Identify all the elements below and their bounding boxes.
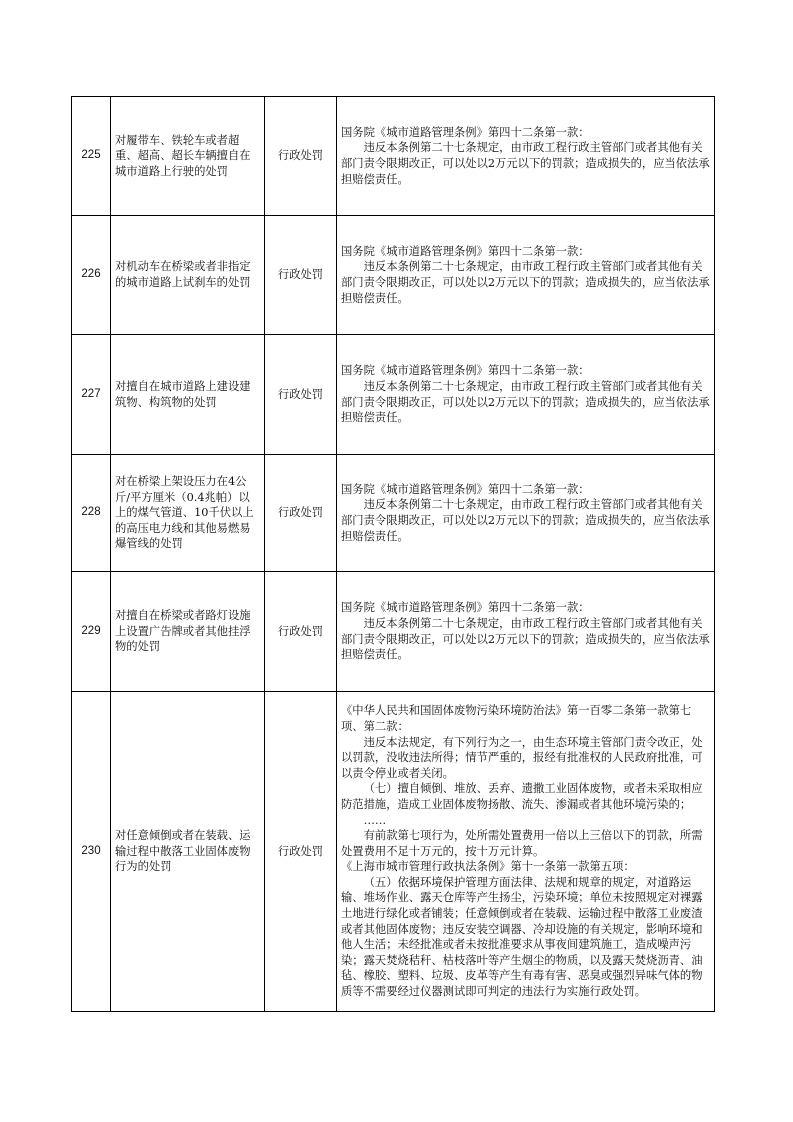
item-name: 对擅自在桥梁或者路灯设施上设置广告牌或者其他挂浮物的处罚 [111, 572, 265, 692]
item-type: 行政处罚 [265, 335, 337, 455]
legal-basis [337, 572, 715, 692]
legal-basis [337, 692, 715, 1012]
basis-line: 违反本条例第二十七条规定，由市政工程行政主管部门或者其他有关部门责令限期改正，可以处以2万元以下的罚款；造成损失的，应当依法承担赔偿责任。 [341, 260, 710, 305]
basis-line: 国务院《城市道路管理条例》第四十二条第一款： [341, 244, 590, 258]
legal-basis [337, 216, 715, 335]
table-row [72, 572, 715, 692]
basis-line: 违反本条例第二十七条规定，由市政工程行政主管部门或者其他有关部门责令限期改正，可以处以2万元以下的罚款；造成损失的，应当依法承担赔偿责任。 [341, 141, 710, 186]
basis-line: （五）依据环境保护管理方面法律、法规和规章的规定，对道路运输、堆场作业、露天仓库等产生扬尘，污染环境；单位未按照规定对裸露土地进行绿化或者铺装；任意倾倒或者在装载、运输过程中散落工业废渣或者其他固体废物；违反安装空调器、冷却设施的有关规定，影响环境和他人生活；未经批准或者未按批准要求从事夜间建筑施工，造成噪声污染；露天焚烧秸秆、枯枝落叶等产生烟尘的物质，以及露天焚烧沥青、油毡、橡胶、塑料、垃圾、皮革等产生有毒有害、恶臭或强烈异味气体的物质等不需要经过仪器测试即可判定的违法行为实施行政处罚。 [341, 875, 703, 999]
item-type: 行政处罚 [265, 572, 337, 692]
basis-line: 违反本条例第二十七条规定，由市政工程行政主管部门或者其他有关部门责令限期改正，可以处以2万元以下的罚款；造成损失的，应当依法承担赔偿责任。 [341, 379, 710, 425]
basis-line: 违反本法规定，有下列行为之一，由生态环境主管部门责令改正，处以罚款，没收违法所得；情节严重的，报经有批准权的人民政府批准，可以责令停业或者关闭。 [341, 735, 703, 780]
item-type: 行政处罚 [265, 216, 337, 335]
basis-line: 国务院《城市道路管理条例》第四十二条第一款： [341, 601, 590, 615]
table-row [72, 692, 715, 1012]
basis-line: 有前款第七项行为，处所需处置费用一倍以上三倍以下的罚款，所需处置费用不足十万元的，按十万元计算。 [341, 829, 703, 858]
item-name: 对擅自在城市道路上建设建筑物、构筑物的处罚 [111, 335, 265, 455]
legal-basis [337, 455, 715, 572]
basis-line: 违反本条例第二十七条规定，由市政工程行政主管部门或者其他有关部门责令限期改正，可以处以2万元以下的罚款；造成损失的，应当依法承担赔偿责任。 [341, 498, 710, 543]
basis-line: 《上海市城市管理行政执法条例》第十一条第一款第五项： [341, 860, 635, 874]
item-type: 行政处罚 [265, 692, 337, 1012]
row-number: 225 [72, 97, 111, 216]
row-number: 227 [72, 335, 111, 455]
basis-line: （七）擅自倾倒、堆放、丢弃、遗撒工业固体废物，或者未采取相应防范措施，造成工业固体废物扬散、流失、渗漏或者其他环境污染的； [341, 782, 703, 811]
item-name: 对在桥梁上架设压力在4公斤/平方厘米（0.4兆帕）以上的煤气管道、10千伏以上的高压电力线和其他易燃易爆管线的处罚 [111, 455, 265, 572]
item-type: 行政处罚 [265, 455, 337, 572]
table-row [72, 97, 715, 216]
table-row [72, 455, 715, 572]
basis-line: …… [363, 813, 387, 827]
row-number: 228 [72, 455, 111, 572]
row-number: 226 [72, 216, 111, 335]
table-row [72, 216, 715, 335]
item-name: 对履带车、铁轮车或者超重、超高、超长车辆擅自在城市道路上行驶的处罚 [111, 97, 265, 216]
basis-line: 违反本条例第二十七条规定，由市政工程行政主管部门或者其他有关部门责令限期改正，可以处以2万元以下的罚款；造成损失的，应当依法承担赔偿责任。 [341, 616, 710, 662]
item-name: 对任意倾倒或者在装载、运输过程中散落工业固体废物行为的处罚 [111, 692, 265, 1012]
basis-line: 国务院《城市道路管理条例》第四十二条第一款： [341, 482, 590, 496]
basis-line: 国务院《城市道路管理条例》第四十二条第一款： [341, 364, 590, 378]
item-type: 行政处罚 [265, 97, 337, 216]
table-row [72, 335, 715, 455]
basis-line: 《中华人民共和国固体废物污染环境防治法》第一百零二条第一款第七项、第二款： [341, 704, 692, 733]
enforcement-table [71, 96, 715, 1012]
row-number: 230 [72, 692, 111, 1012]
item-name: 对机动车在桥梁或者非指定的城市道路上试刹车的处罚 [111, 216, 265, 335]
legal-basis [337, 335, 715, 455]
legal-basis [337, 97, 715, 216]
row-number: 229 [72, 572, 111, 692]
basis-line: 国务院《城市道路管理条例》第四十二条第一款： [341, 125, 590, 139]
